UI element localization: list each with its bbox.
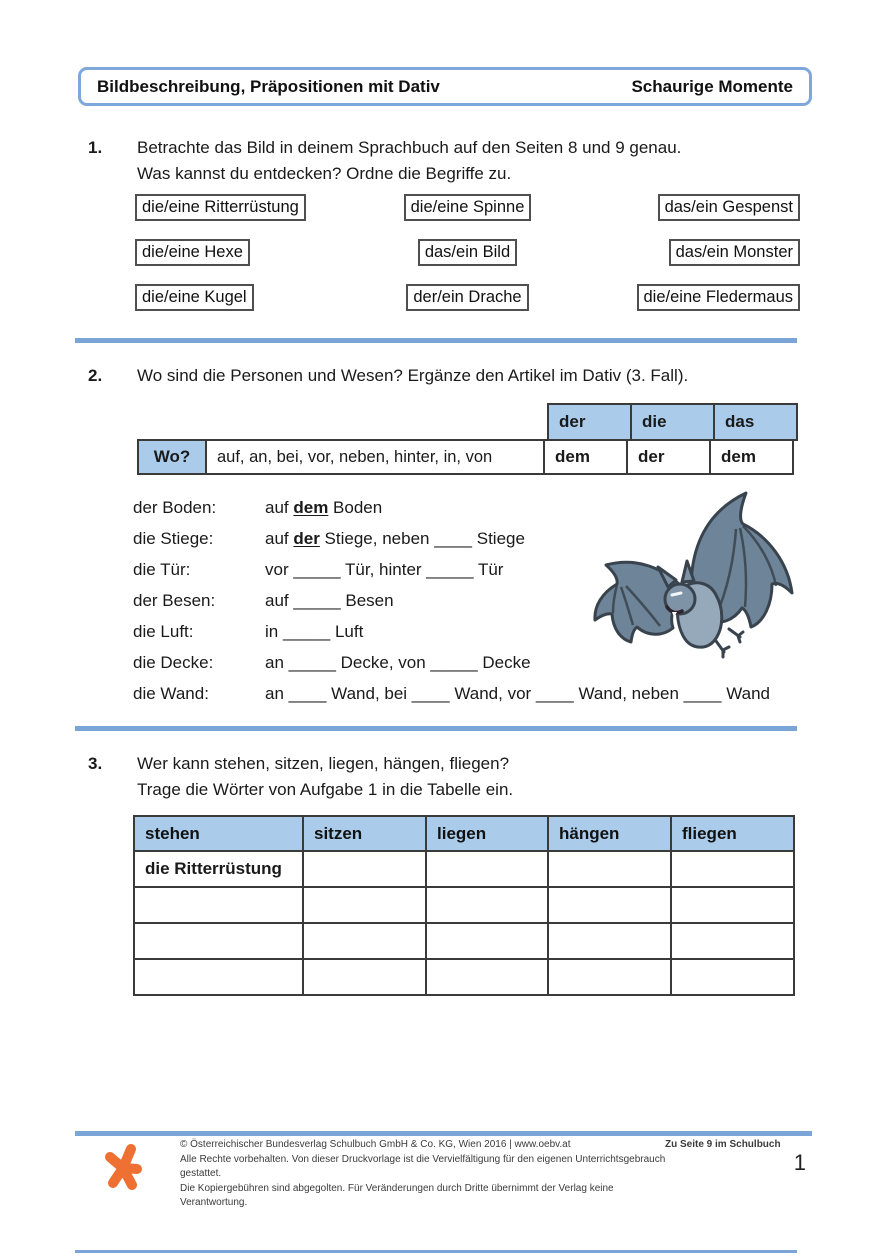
term-boxes bbox=[135, 194, 800, 311]
page-bottom-rule bbox=[75, 1250, 797, 1253]
header-haengen: hängen bbox=[548, 816, 671, 851]
fill-post: Stiege, neben ____ Stiege bbox=[319, 528, 525, 548]
table-row bbox=[134, 851, 794, 887]
bat-illustration bbox=[588, 483, 806, 665]
copyright-line1: © Österreichischer Bundesverlag Schulbuch GmbH & Co. KG, Wien 2016 | www.oebv.at bbox=[180, 1139, 571, 1150]
fill-text[interactable] bbox=[265, 591, 394, 611]
fill-pre: an _____ Decke, von _____ Decke bbox=[265, 652, 531, 672]
fill-pre: an ____ Wand, bei ____ Wand, vor ____ Wand, neben ____ Wand bbox=[265, 683, 770, 703]
term-box-bild: das/ein Bild bbox=[418, 239, 517, 266]
fill-pre: auf bbox=[265, 528, 294, 548]
term-box-ritterruestung: die/eine Ritterrüstung bbox=[135, 194, 306, 221]
noun-label: die Decke: bbox=[133, 652, 214, 672]
fill-answer: dem bbox=[293, 497, 329, 517]
worksheet-header bbox=[78, 67, 812, 106]
copyright-line2: Alle Rechte vorbehalten. Von dieser Druckvorlage ist die Vervielfältigung für den eigenen Unterrichtsgebrauch gestattet. bbox=[180, 1153, 666, 1179]
table-row bbox=[134, 959, 794, 995]
header-der: der bbox=[547, 403, 632, 441]
empty-cell[interactable] bbox=[303, 959, 426, 995]
empty-cell[interactable] bbox=[426, 887, 548, 923]
empty-cell[interactable] bbox=[671, 959, 794, 995]
fill-text[interactable] bbox=[265, 653, 531, 673]
empty-cell[interactable] bbox=[426, 851, 548, 887]
task1-number: 1. bbox=[88, 138, 103, 157]
dative-der: der bbox=[626, 439, 711, 475]
empty-cell[interactable] bbox=[426, 923, 548, 959]
task1-instruction-line2: Was kannst du entdecken? Ordne die Begriffe zu. bbox=[137, 164, 512, 183]
oebv-logo-icon bbox=[102, 1142, 142, 1190]
noun-label: die Stiege: bbox=[133, 528, 214, 548]
empty-cell[interactable] bbox=[303, 851, 426, 887]
task1-instruction-line1: Betrachte das Bild in deinem Sprachbuch auf den Seiten 8 und 9 genau. bbox=[137, 138, 682, 157]
fill-pre: auf _____ Besen bbox=[265, 590, 394, 610]
noun-label: der Besen: bbox=[133, 590, 216, 610]
schulbuch-reference: Zu Seite 9 im Schulbuch bbox=[665, 1139, 781, 1150]
copyright-text bbox=[180, 1138, 670, 1211]
term-box-spinne: die/eine Spinne bbox=[404, 194, 532, 221]
page-number: 1 bbox=[793, 1150, 806, 1175]
term-box-hexe: die/eine Hexe bbox=[135, 239, 250, 266]
header-fliegen: fliegen bbox=[671, 816, 794, 851]
empty-cell[interactable] bbox=[548, 923, 671, 959]
fill-line-wand bbox=[133, 678, 813, 709]
table-row bbox=[134, 923, 794, 959]
copyright-line3: Die Kopiergebühren sind abgegolten. Für Veränderungen durch Dritte übernimmt der Verlag keine Verantwortung. bbox=[180, 1182, 614, 1208]
fill-text[interactable] bbox=[265, 684, 770, 704]
empty-cell[interactable] bbox=[303, 923, 426, 959]
fill-text bbox=[265, 498, 382, 518]
fill-text[interactable] bbox=[265, 560, 503, 580]
noun-label: der Boden: bbox=[133, 497, 217, 517]
article-header-row bbox=[547, 403, 798, 441]
empty-cell[interactable] bbox=[671, 851, 794, 887]
empty-cell[interactable] bbox=[548, 887, 671, 923]
task2-instruction: Wo sind die Personen und Wesen? Ergänze den Artikel im Dativ (3. Fall). bbox=[137, 366, 689, 385]
task3-instruction-line1: Wer kann stehen, sitzen, liegen, hängen, fliegen? bbox=[137, 754, 510, 773]
fill-text[interactable] bbox=[265, 529, 525, 549]
header-die: die bbox=[630, 403, 715, 441]
task3-instruction bbox=[137, 751, 513, 803]
header-das: das bbox=[713, 403, 798, 441]
section-divider-2 bbox=[75, 726, 797, 731]
task1-instruction bbox=[137, 135, 681, 187]
noun-label: die Tür: bbox=[133, 559, 191, 579]
row-label-wo: Wo? bbox=[137, 439, 207, 475]
term-box-monster: das/ein Monster bbox=[669, 239, 800, 266]
worksheet-subtitle: Schaurige Momente bbox=[631, 76, 793, 96]
fill-answer: der bbox=[293, 528, 320, 548]
empty-cell[interactable] bbox=[134, 887, 303, 923]
section-divider-1 bbox=[75, 338, 797, 343]
empty-cell[interactable] bbox=[303, 887, 426, 923]
fill-text[interactable] bbox=[265, 622, 363, 642]
task2-number: 2. bbox=[88, 366, 103, 385]
header-liegen: liegen bbox=[426, 816, 548, 851]
term-box-drache: der/ein Drache bbox=[406, 284, 528, 311]
dative-row bbox=[137, 439, 798, 475]
fill-pre: auf bbox=[265, 497, 294, 517]
worksheet-title: Bildbeschreibung, Präpositionen mit Dativ bbox=[97, 76, 440, 96]
noun-label: die Wand: bbox=[133, 683, 209, 703]
header-stehen: stehen bbox=[134, 816, 303, 851]
task3-instruction-line2: Trage die Wörter von Aufgabe 1 in die Tabelle ein. bbox=[137, 780, 514, 799]
term-box-kugel: die/eine Kugel bbox=[135, 284, 254, 311]
task3-number: 3. bbox=[88, 754, 103, 773]
empty-cell[interactable] bbox=[548, 959, 671, 995]
verbs-table bbox=[133, 815, 795, 996]
empty-cell[interactable] bbox=[548, 851, 671, 887]
table-row bbox=[134, 887, 794, 923]
fill-post: Boden bbox=[328, 497, 383, 517]
dative-article-table bbox=[137, 403, 798, 475]
fill-pre: vor _____ Tür, hinter _____ Tür bbox=[265, 559, 504, 579]
term-box-fledermaus: die/eine Fledermaus bbox=[637, 284, 801, 311]
empty-cell[interactable] bbox=[134, 959, 303, 995]
empty-cell[interactable] bbox=[134, 923, 303, 959]
entry-cell: die Ritterrüstung bbox=[134, 851, 303, 887]
term-box-gespenst: das/ein Gespenst bbox=[658, 194, 800, 221]
noun-label: die Luft: bbox=[133, 621, 194, 641]
footer-divider bbox=[75, 1131, 812, 1136]
fill-pre: in _____ Luft bbox=[265, 621, 364, 641]
header-sitzen: sitzen bbox=[303, 816, 426, 851]
dative-dem-1: dem bbox=[543, 439, 628, 475]
prepositions-cell: auf, an, bei, vor, neben, hinter, in, von bbox=[205, 439, 545, 475]
dative-dem-2: dem bbox=[709, 439, 794, 475]
empty-cell[interactable] bbox=[426, 959, 548, 995]
empty-cell[interactable] bbox=[671, 923, 794, 959]
verbs-header-row bbox=[134, 816, 794, 851]
empty-cell[interactable] bbox=[671, 887, 794, 923]
